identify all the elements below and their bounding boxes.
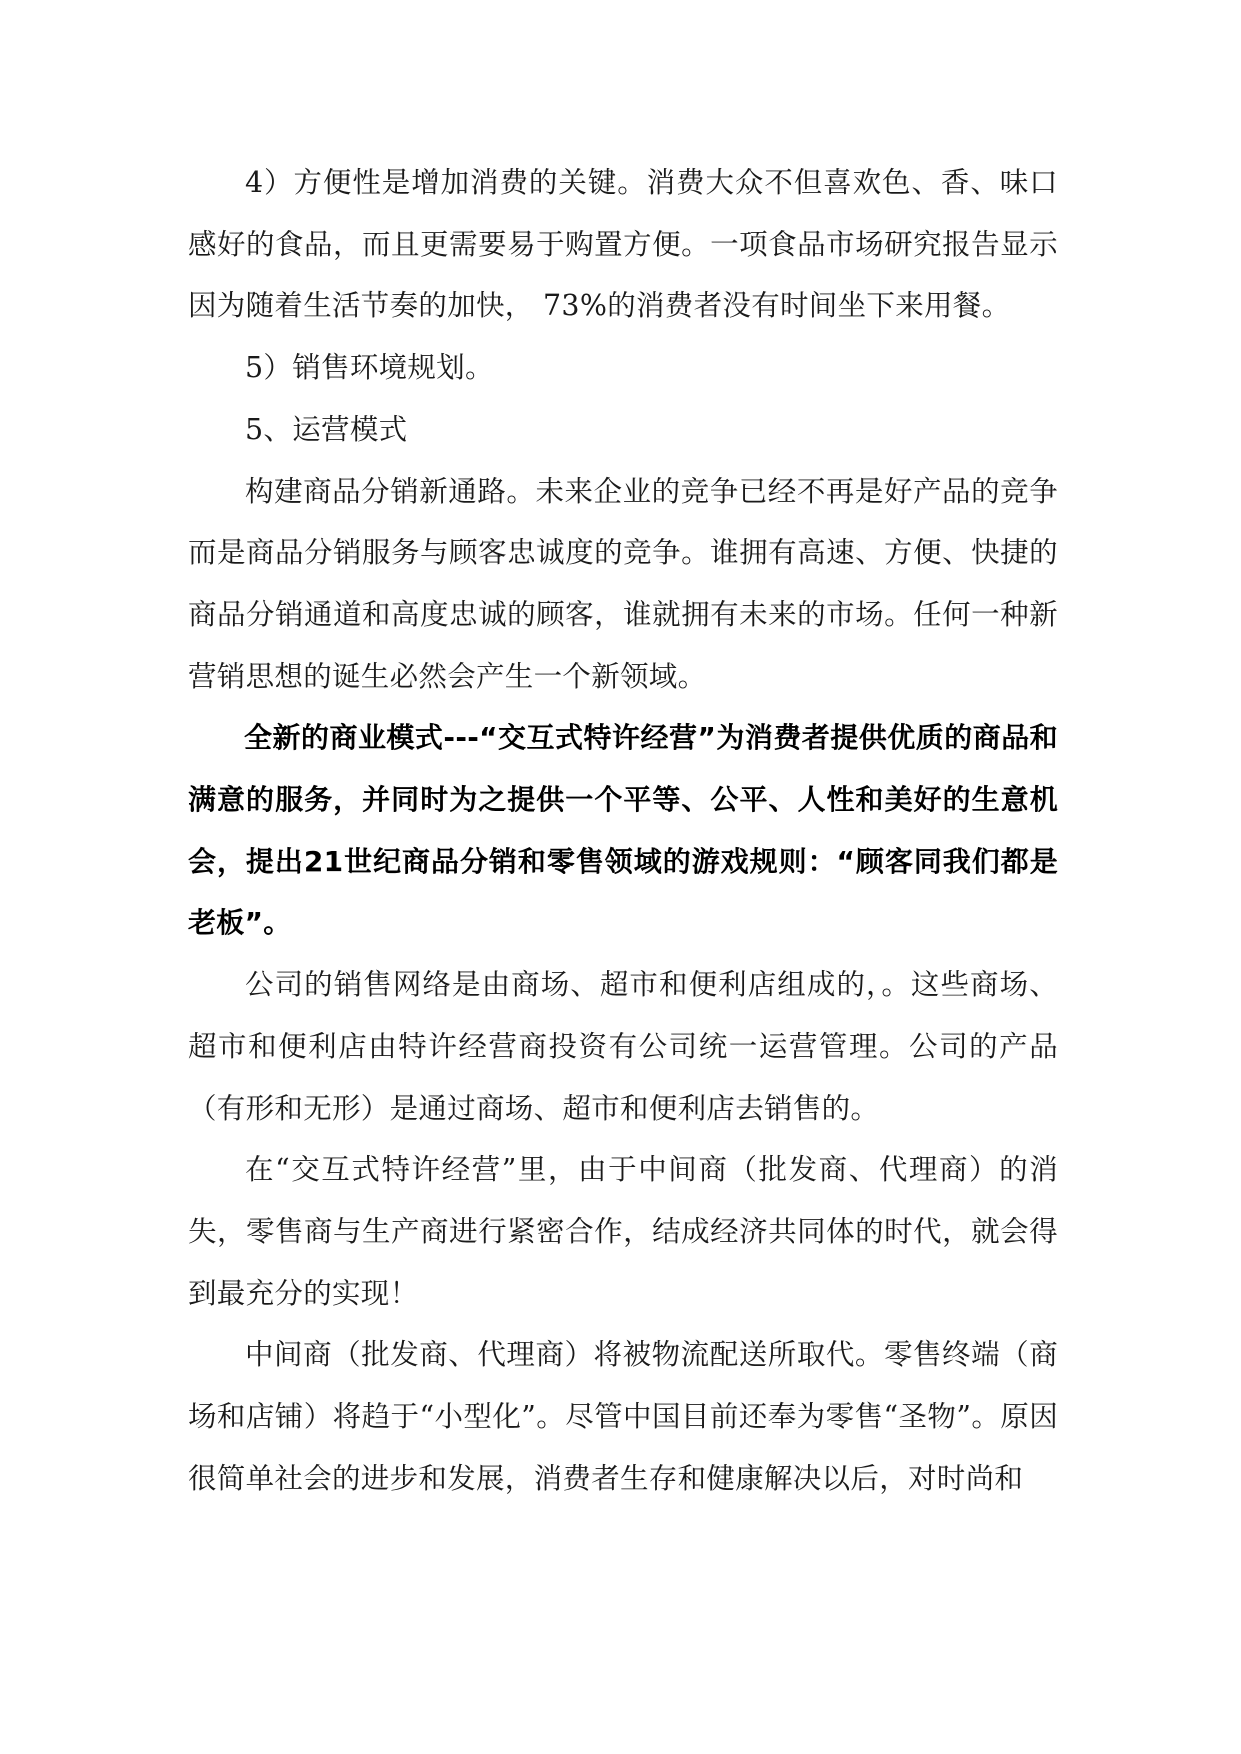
paragraph-sales-environment: 5）销售环境规划。 (245, 351, 494, 385)
paragraph-distribution-channel: 构建商品分销新通路。未来企业的竞争已经不再是好产品的竞争而是商品分销服务与顾客忠诚度的竞争。谁拥有高速、方便、快捷的商品分销通道和高度忠诚的顾客，谁就拥有未来的市场。任何一种新营销思想的诞生必然会产生一个新领域。 (188, 474, 1058, 693)
section-heading-operating-model: 5、运营模式 (245, 412, 408, 446)
paragraph-sales-network: 公司的销售网络是由商场、超市和便利店组成的，。这些商场、超市和便利店由特许经营商投资有公司统一运营管理。公司的产品（有形和无形）是通过商场、超市和便利店去销售的。 (188, 968, 1058, 1125)
paragraph-intermediaries: 中间商（批发商、代理商）将被物流配送所取代。零售终端（商场和店铺）将趋于“小型化”。尽管中国目前还奉为零售“圣物”。原因很简单社会的进步和发展，消费者生存和健康解决以后，对时尚和 (188, 1338, 1058, 1495)
document-body (188, 152, 1058, 1509)
paragraph-business-model-bold: 全新的商业模式---“交互式特许经营”为消费者提供优质的商品和满意的服务，并同时为之提供一个平等、公平、人性和美好的生意机会，提出21世纪商品分销和零售领域的游戏规则：“顾客同我们都是老板”。 (188, 721, 1058, 940)
paragraph-convenience: 4）方便性是增加消费的关键。消费大众不但喜欢色、香、味口感好的食品，而且更需要易于购置方便。一项食品市场研究报告显示因为随着生活节奏的加快， 73%的消费者没有时间坐下来用餐。 (188, 166, 1058, 323)
paragraph-interactive-franchise: 在“交互式特许经营”里，由于中间商（批发商、代理商）的消失，零售商与生产商进行紧密合作，结成经济共同体的时代，就会得到最充分的实现！ (188, 1153, 1058, 1310)
